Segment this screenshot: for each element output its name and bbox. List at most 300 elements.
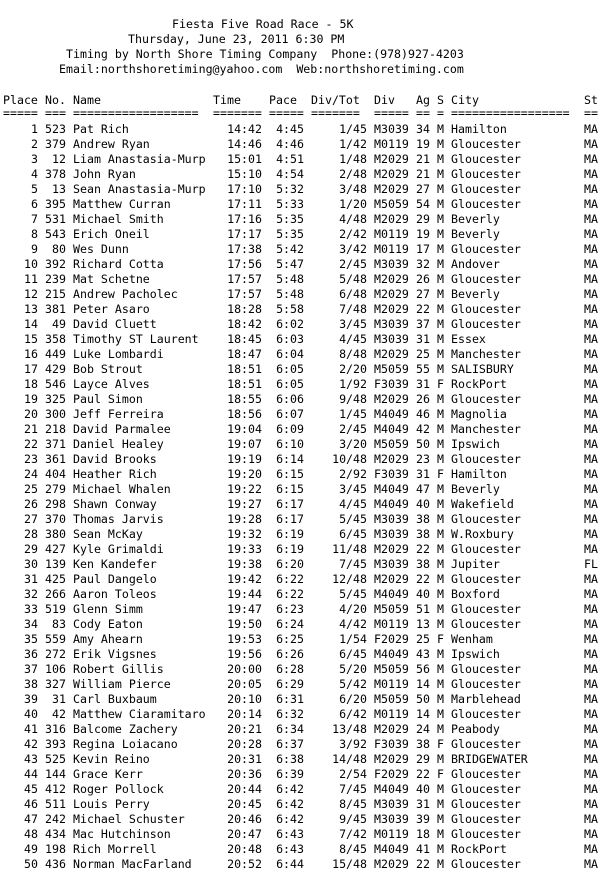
cell-city: Ipswich	[451, 437, 500, 451]
cell-city: Hamilton	[451, 122, 507, 136]
cell-no: 546	[45, 377, 66, 391]
cell-name: Glenn Simm	[73, 602, 143, 616]
cell-pace: 6:04	[276, 347, 304, 361]
table-row	[0, 512, 603, 527]
cell-ag: 22	[416, 857, 430, 871]
table-row	[0, 467, 603, 482]
cell-div: M2029	[374, 272, 409, 286]
cell-city: Gloucester	[451, 512, 521, 526]
cell-place: 34	[24, 617, 38, 631]
cell-pace: 6:14	[276, 452, 304, 466]
cell-divtot: 1/45	[339, 122, 367, 136]
cell-ag: 14	[416, 677, 430, 691]
cell-st: MA	[584, 722, 598, 736]
cell-city: Gloucester	[451, 857, 521, 871]
cell-st: MA	[584, 782, 598, 796]
results-table	[0, 122, 603, 872]
cell-no: 381	[45, 302, 66, 316]
cell-time: 15:01	[227, 152, 262, 166]
cell-ag: 40	[416, 782, 430, 796]
table-row	[0, 332, 603, 347]
cell-div: M2029	[374, 212, 409, 226]
cell-st: MA	[584, 362, 598, 376]
cell-divtot: 7/42	[339, 827, 367, 841]
cell-place: 19	[24, 392, 38, 406]
cell-div: M2029	[374, 572, 409, 586]
table-row	[0, 152, 603, 167]
cell-st: MA	[584, 707, 598, 721]
cell-city: BRIDGEWATER	[451, 752, 528, 766]
cell-city: Gloucester	[451, 827, 521, 841]
cell-name: Carl Buxbaum	[73, 692, 157, 706]
cell-no: 379	[45, 137, 66, 151]
cell-st: MA	[584, 152, 598, 166]
cell-place: 18	[24, 377, 38, 391]
cell-s: M	[437, 332, 444, 346]
cell-st: MA	[584, 167, 598, 181]
cell-s: M	[437, 452, 444, 466]
cell-s: M	[437, 647, 444, 661]
cell-divtot: 4/20	[339, 602, 367, 616]
cell-time: 18:51	[227, 377, 262, 391]
cell-ag: 21	[416, 167, 430, 181]
cell-st: MA	[584, 632, 598, 646]
cell-div: M0119	[374, 827, 409, 841]
cell-ag: 22	[416, 302, 430, 316]
cell-div: M5059	[374, 197, 409, 211]
cell-divtot: 8/48	[339, 347, 367, 361]
header-separator: ===== === ================== ======= ===== ======= ===== == = ================= ==	[3, 106, 598, 120]
cell-ag: 43	[416, 647, 430, 661]
cell-time: 17:10	[227, 182, 262, 196]
cell-place: 11	[24, 272, 38, 286]
cell-time: 19:47	[227, 602, 262, 616]
cell-st: MA	[584, 287, 598, 301]
cell-time: 18:51	[227, 362, 262, 376]
cell-divtot: 1/48	[339, 152, 367, 166]
table-row	[0, 197, 603, 212]
cell-divtot: 2/92	[339, 467, 367, 481]
cell-st: MA	[584, 662, 598, 676]
cell-name: Michael Whalen	[73, 482, 171, 496]
cell-divtot: 5/48	[339, 272, 367, 286]
cell-divtot: 6/42	[339, 707, 367, 721]
cell-ag: 19	[416, 227, 430, 241]
cell-city: Gloucester	[451, 317, 521, 331]
cell-st: MA	[584, 737, 598, 751]
cell-ag: 24	[416, 722, 430, 736]
cell-divtot: 2/42	[339, 227, 367, 241]
cell-no: 279	[45, 482, 66, 496]
cell-ag: 13	[416, 617, 430, 631]
cell-ag: 21	[416, 152, 430, 166]
table-row	[0, 257, 603, 272]
cell-no: 425	[45, 572, 66, 586]
cell-name: Louis Perry	[73, 797, 150, 811]
cell-pace: 5:32	[276, 182, 304, 196]
cell-pace: 6:10	[276, 437, 304, 451]
cell-city: Gloucester	[451, 737, 521, 751]
cell-no: 434	[45, 827, 66, 841]
cell-place: 12	[24, 287, 38, 301]
cell-no: 218	[45, 422, 66, 436]
cell-city: SALISBURY	[451, 362, 514, 376]
cell-ag: 56	[416, 662, 430, 676]
cell-div: M5059	[374, 362, 409, 376]
cell-place: 23	[24, 452, 38, 466]
table-row	[0, 602, 603, 617]
cell-s: M	[437, 587, 444, 601]
cell-no: 239	[45, 272, 66, 286]
cell-name: Michael Smith	[73, 212, 164, 226]
cell-ag: 32	[416, 257, 430, 271]
cell-city: Magnolia	[451, 407, 507, 421]
cell-name: Sean McKay	[73, 527, 143, 541]
cell-no: 198	[45, 842, 66, 856]
cell-div: M2029	[374, 752, 409, 766]
cell-time: 17:38	[227, 242, 262, 256]
cell-divtot: 8/45	[339, 797, 367, 811]
cell-city: Gloucester	[451, 167, 521, 181]
cell-name: Liam Anastasia-Murp	[73, 152, 206, 166]
cell-div: M3039	[374, 527, 409, 541]
cell-div: M4049	[374, 407, 409, 421]
table-row	[0, 737, 603, 752]
cell-st: MA	[584, 602, 598, 616]
cell-city: Gloucester	[451, 572, 521, 586]
cell-s: M	[437, 512, 444, 526]
cell-place: 29	[24, 542, 38, 556]
cell-s: M	[437, 527, 444, 541]
cell-s: M	[437, 362, 444, 376]
cell-place: 39	[24, 692, 38, 706]
cell-city: Gloucester	[451, 302, 521, 316]
cell-time: 19:42	[227, 572, 262, 586]
table-row	[0, 497, 603, 512]
cell-ag: 47	[416, 482, 430, 496]
cell-s: M	[437, 602, 444, 616]
cell-place: 44	[24, 767, 38, 781]
cell-ag: 37	[416, 317, 430, 331]
cell-pace: 6:31	[276, 692, 304, 706]
cell-ag: 31	[416, 797, 430, 811]
cell-ag: 38	[416, 527, 430, 541]
cell-divtot: 11/48	[332, 542, 367, 556]
contact-info: Email:northshoretiming@yahoo.com Web:northshoretiming.com	[59, 62, 464, 76]
cell-city: Gloucester	[451, 197, 521, 211]
table-row	[0, 827, 603, 842]
table-row	[0, 842, 603, 857]
cell-no: 427	[45, 542, 66, 556]
cell-time: 19:56	[227, 647, 262, 661]
cell-place: 4	[31, 167, 38, 181]
cell-divtot: 3/42	[339, 242, 367, 256]
cell-s: M	[437, 137, 444, 151]
cell-st: MA	[584, 527, 598, 541]
table-row	[0, 242, 603, 257]
cell-time: 20:48	[227, 842, 262, 856]
table-row	[0, 422, 603, 437]
cell-time: 20:36	[227, 767, 262, 781]
cell-name: Mat Schetne	[73, 272, 150, 286]
cell-name: Sean Anastasia-Murp	[73, 182, 206, 196]
cell-div: F3039	[374, 377, 409, 391]
cell-time: 20:31	[227, 752, 262, 766]
cell-time: 18:55	[227, 392, 262, 406]
cell-pace: 4:45	[276, 122, 304, 136]
cell-time: 19:32	[227, 527, 262, 541]
cell-time: 17:17	[227, 227, 262, 241]
cell-place: 26	[24, 497, 38, 511]
cell-place: 35	[24, 632, 38, 646]
table-row	[0, 407, 603, 422]
cell-pace: 5:58	[276, 302, 304, 316]
cell-st: MA	[584, 242, 598, 256]
cell-name: Rich Morrell	[73, 842, 157, 856]
cell-place: 7	[31, 212, 38, 226]
cell-s: M	[437, 152, 444, 166]
cell-div: M3039	[374, 122, 409, 136]
cell-place: 1	[31, 122, 38, 136]
cell-ag: 40	[416, 497, 430, 511]
cell-ag: 14	[416, 707, 430, 721]
cell-no: 242	[45, 812, 66, 826]
cell-name: John Ryan	[73, 167, 136, 181]
cell-pace: 6:44	[276, 857, 304, 871]
cell-divtot: 1/54	[339, 632, 367, 646]
cell-div: M2029	[374, 152, 409, 166]
cell-place: 21	[24, 422, 38, 436]
cell-div: F3039	[374, 467, 409, 481]
cell-st: MA	[584, 617, 598, 631]
cell-st: MA	[584, 452, 598, 466]
cell-place: 2	[31, 137, 38, 151]
cell-city: Gloucester	[451, 242, 521, 256]
cell-name: Robert Gillis	[73, 662, 164, 676]
cell-div: M2029	[374, 287, 409, 301]
cell-div: M2029	[374, 302, 409, 316]
cell-time: 20:05	[227, 677, 262, 691]
cell-name: Regina Loiacano	[73, 737, 178, 751]
cell-time: 20:14	[227, 707, 262, 721]
cell-city: RockPort	[451, 842, 507, 856]
cell-div: M0119	[374, 617, 409, 631]
cell-ag: 55	[416, 362, 430, 376]
cell-no: 525	[45, 752, 66, 766]
cell-st: MA	[584, 767, 598, 781]
cell-no: 31	[52, 692, 66, 706]
cell-divtot: 1/42	[339, 137, 367, 151]
cell-place: 47	[24, 812, 38, 826]
cell-name: Erich Oneil	[73, 227, 150, 241]
cell-city: Manchester	[451, 422, 521, 436]
cell-name: Andrew Ryan	[73, 137, 150, 151]
cell-name: Kevin Reino	[73, 752, 150, 766]
cell-divtot: 15/48	[332, 857, 367, 871]
cell-pace: 4:46	[276, 137, 304, 151]
cell-place: 33	[24, 602, 38, 616]
cell-ag: 26	[416, 272, 430, 286]
table-row	[0, 527, 603, 542]
cell-no: 371	[45, 437, 66, 451]
cell-ag: 22	[416, 767, 430, 781]
cell-s: M	[437, 407, 444, 421]
table-row	[0, 812, 603, 827]
cell-name: Aaron Toleos	[73, 587, 157, 601]
cell-name: Roger Pollock	[73, 782, 164, 796]
table-row	[0, 182, 603, 197]
cell-s: M	[437, 182, 444, 196]
cell-city: Wakefield	[451, 497, 514, 511]
cell-s: F	[437, 737, 444, 751]
cell-div: M2029	[374, 182, 409, 196]
cell-s: M	[437, 842, 444, 856]
cell-s: M	[437, 707, 444, 721]
cell-divtot: 4/42	[339, 617, 367, 631]
cell-div: M2029	[374, 347, 409, 361]
cell-pace: 6:06	[276, 392, 304, 406]
cell-st: MA	[584, 512, 598, 526]
table-row	[0, 212, 603, 227]
cell-city: Essex	[451, 332, 486, 346]
cell-div: M0119	[374, 677, 409, 691]
cell-name: Mac Hutchinson	[73, 827, 171, 841]
cell-st: FL	[584, 557, 598, 571]
cell-s: M	[437, 392, 444, 406]
cell-name: Thomas Jarvis	[73, 512, 164, 526]
cell-pace: 6:22	[276, 587, 304, 601]
cell-time: 19:50	[227, 617, 262, 631]
table-row	[0, 227, 603, 242]
cell-ag: 23	[416, 452, 430, 466]
cell-name: Luke Lombardi	[73, 347, 164, 361]
cell-name: Amy Ahearn	[73, 632, 143, 646]
cell-s: M	[437, 662, 444, 676]
cell-name: Pat Rich	[73, 122, 129, 136]
table-row	[0, 437, 603, 452]
cell-time: 19:53	[227, 632, 262, 646]
cell-place: 22	[24, 437, 38, 451]
cell-div: M2029	[374, 857, 409, 871]
cell-city: Gloucester	[451, 707, 521, 721]
cell-div: M2029	[374, 167, 409, 181]
cell-city: Gloucester	[451, 782, 521, 796]
table-row	[0, 782, 603, 797]
cell-no: 12	[52, 152, 66, 166]
cell-divtot: 4/45	[339, 497, 367, 511]
cell-no: 380	[45, 527, 66, 541]
cell-st: MA	[584, 647, 598, 661]
cell-pace: 6:29	[276, 677, 304, 691]
col-time: Time	[213, 93, 241, 107]
cell-div: M5059	[374, 662, 409, 676]
cell-st: MA	[584, 407, 598, 421]
cell-s: M	[437, 272, 444, 286]
col-name: Name	[73, 93, 101, 107]
cell-div: M4049	[374, 482, 409, 496]
cell-pace: 5:48	[276, 287, 304, 301]
table-row	[0, 722, 603, 737]
race-date: Thursday, June 23, 2011 6:30 PM	[128, 32, 345, 46]
cell-city: Gloucester	[451, 767, 521, 781]
cell-name: Timothy ST Laurent	[73, 332, 199, 346]
cell-ag: 17	[416, 242, 430, 256]
cell-place: 48	[24, 827, 38, 841]
cell-city: Gloucester	[451, 602, 521, 616]
cell-s: M	[437, 692, 444, 706]
cell-div: M2029	[374, 722, 409, 736]
cell-time: 19:19	[227, 452, 262, 466]
cell-place: 32	[24, 587, 38, 601]
cell-divtot: 8/45	[339, 842, 367, 856]
cell-ag: 38	[416, 557, 430, 571]
cell-s: M	[437, 782, 444, 796]
cell-pace: 6:39	[276, 767, 304, 781]
cell-name: Shawn Conway	[73, 497, 157, 511]
cell-div: M0119	[374, 227, 409, 241]
cell-no: 300	[45, 407, 66, 421]
cell-time: 18:56	[227, 407, 262, 421]
cell-city: Beverly	[451, 227, 500, 241]
table-row	[0, 797, 603, 812]
cell-pace: 6:42	[276, 812, 304, 826]
cell-divtot: 1/92	[339, 377, 367, 391]
cell-city: Gloucester	[451, 797, 521, 811]
table-row	[0, 857, 603, 872]
cell-pace: 6:43	[276, 842, 304, 856]
cell-no: 370	[45, 512, 66, 526]
cell-s: M	[437, 287, 444, 301]
cell-divtot: 9/45	[339, 812, 367, 826]
cell-no: 83	[52, 617, 66, 631]
cell-ag: 54	[416, 197, 430, 211]
cell-no: 393	[45, 737, 66, 751]
cell-pace: 6:07	[276, 407, 304, 421]
cell-pace: 5:42	[276, 242, 304, 256]
cell-st: MA	[584, 572, 598, 586]
cell-st: MA	[584, 587, 598, 601]
table-row	[0, 392, 603, 407]
cell-city: Gloucester	[451, 152, 521, 166]
table-row	[0, 752, 603, 767]
cell-s: M	[437, 812, 444, 826]
cell-city: RockPort	[451, 377, 507, 391]
cell-divtot: 3/20	[339, 437, 367, 451]
cell-no: 511	[45, 797, 66, 811]
cell-place: 43	[24, 752, 38, 766]
cell-s: M	[437, 302, 444, 316]
cell-name: Grace Kerr	[73, 767, 143, 781]
cell-divtot: 1/45	[339, 407, 367, 421]
table-row	[0, 137, 603, 152]
cell-no: 361	[45, 452, 66, 466]
cell-ag: 39	[416, 812, 430, 826]
cell-time: 19:28	[227, 512, 262, 526]
cell-s: M	[437, 317, 444, 331]
cell-s: M	[437, 422, 444, 436]
cell-divtot: 7/45	[339, 557, 367, 571]
cell-div: M3039	[374, 797, 409, 811]
cell-s: M	[437, 257, 444, 271]
cell-name: Matthew Ciaramitaro	[73, 707, 206, 721]
cell-time: 20:44	[227, 782, 262, 796]
cell-pace: 6:22	[276, 572, 304, 586]
cell-pace: 6:17	[276, 497, 304, 511]
cell-pace: 6:19	[276, 527, 304, 541]
cell-ag: 25	[416, 347, 430, 361]
cell-time: 18:45	[227, 332, 262, 346]
cell-s: M	[437, 197, 444, 211]
